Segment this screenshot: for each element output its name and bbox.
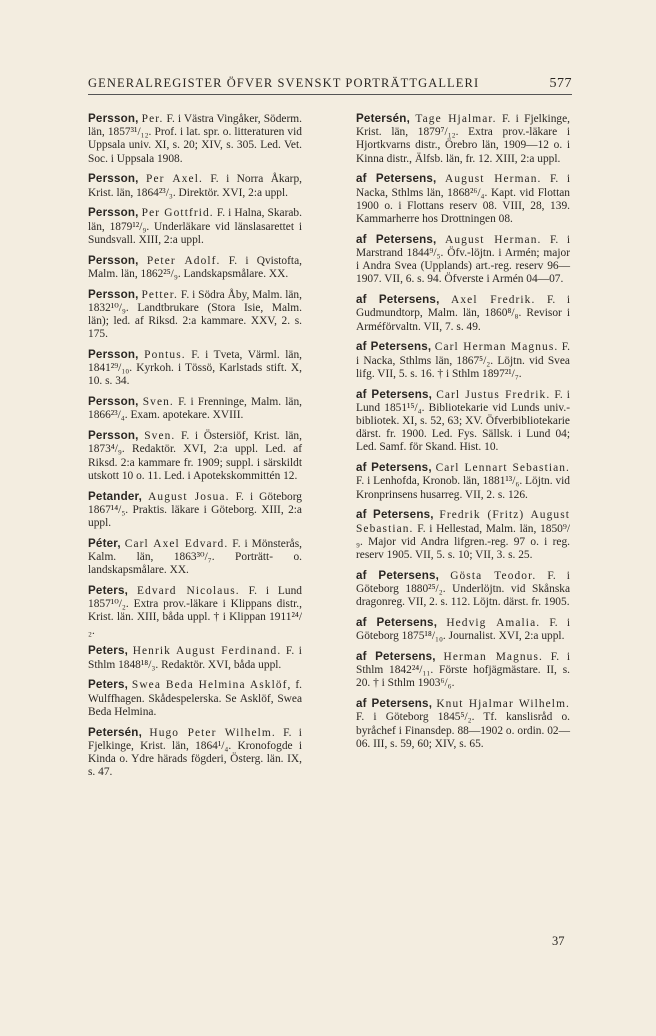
entry-given-names: August Josua. (148, 490, 230, 503)
entry-text: F. i Marstrand 1844⁹/₅. Öfv.-löjtn. i Armén; major i Andra Svea (Upplands) art.-reg. reserv 96—1907. VII, 6. s. 94. Öfverste i Armén 04—07. (356, 233, 570, 286)
left-column (88, 112, 302, 786)
entry-given-names: Carl Axel Edvard. (124, 537, 229, 550)
entry-surname: Petander, (88, 489, 142, 503)
entry-given-names: Peter Adolf. (146, 254, 221, 267)
entry-text: F. i Gudmundtorp, Malm. län, 1860⁸/₈. Revisor i Arméförvaltn. VII, 7. s. 49. (356, 294, 570, 333)
entry-text: F. i Södra Åby, Malm. län, 1832¹⁰/₉. Landtbrukare (Stora Isie, Malm. län); led. af Riksd. 2:a kammare. XXV, 2. s. 175. (88, 288, 302, 341)
register-entry (356, 172, 570, 226)
register-entry (356, 388, 570, 455)
entry-surname: Persson, (88, 206, 139, 220)
register-entry (88, 172, 302, 199)
entry-given-names: Pontus. (144, 349, 186, 362)
entry-text: F. i Nacka, Sthlms län, 1868²⁶/₄. Kapt. vid Flottan 1900 o. i Flottans reserv 08. VIII, 28, 139. Kammarherre hos Drottningen 08. (356, 173, 570, 226)
entry-text: F. i Sthlm 1848¹⁸/₃. Redaktör. XVI, båda uppl. (88, 645, 302, 671)
entry-given-names: Henrik August Ferdinand. (132, 645, 282, 658)
register-entry (356, 340, 570, 381)
register-entry (356, 233, 570, 287)
entry-text: F. i Sthlm 1842²⁴/₁₁. Förste hofjägmästare. II, s. 20. † i Sthlm 1903⁶/₆. (356, 651, 570, 690)
entry-text: F. i Göteborg 1867¹⁴/₅. Praktis. läkare i Göteborg. XIII, 2:a uppl. (88, 490, 302, 530)
entry-text: F. i Tveta, Värml. län, 1841²⁹/₁₀. Kyrkoh. i Tössö, Karlstads stift. X, 10. s. 34. (88, 349, 302, 388)
register-entry (356, 569, 570, 610)
entry-given-names: Gösta Teodor. (450, 569, 537, 582)
entry-text: F. i Lund 1851¹⁵/₄. Bibliotekarie vid Lunds univ.-bibliotek. XI, s. 52, 63; XV. Öfverbibliotekarie därst. fr. 1900. Led. Fys. Sällsk. i Lund 04; Led. Samf. för Skand. Hist. 10. (356, 388, 570, 454)
entry-surname: af Petersens, (356, 172, 437, 186)
entry-given-names: Herman Magnus. (443, 651, 543, 664)
entry-text: F. i Västra Vingåker, Söderm. län, 1857³¹/₁₂. Prof. i lat. spr. o. litteraturen vid Uppsala univ. XI, s. 20; XIV, s. 305. Led. Vet. Soc. i Uppsala 1908. (88, 113, 302, 165)
entry-given-names: Carl Justus Fredrik. (436, 388, 551, 401)
entry-given-names: Per Gottfrid. (141, 207, 214, 220)
entry-surname: Persson, (88, 429, 139, 443)
entry-surname: af Petersens, (356, 616, 438, 630)
entry-surname: Peters, (88, 678, 129, 692)
register-entry (88, 429, 302, 483)
entry-text: F. i Nacka, Sthlms län, 1867⁵/₂. Löjtn. vid Svea lifg. VII, 5. s. 16. † i Sthlm 1897²¹/₇. (356, 341, 570, 380)
entry-given-names: August Herman. (445, 173, 542, 186)
entry-given-names: Hedvig Amalia. (446, 617, 541, 630)
entry-given-names: Fredrik (Fritz) August Sebastian. (356, 509, 570, 535)
register-entry (88, 490, 302, 531)
entry-surname: Persson, (88, 348, 139, 362)
entry-given-names: Sven. (142, 396, 174, 409)
entry-given-names: Petter. (141, 288, 178, 301)
entry-text: F. i Halna, Skarab. län, 1879¹²/₉. Underläkare vid länslasarettet i Sundsvall. XIII, 2:a uppl. (88, 207, 302, 246)
register-entry (88, 288, 302, 342)
entry-given-names: August Herman. (445, 233, 542, 246)
register-entry (356, 650, 570, 691)
entry-surname: af Petersens, (356, 697, 433, 711)
entry-surname: af Petersens, (356, 508, 434, 522)
entry-text: F. i Östersiöf, Krist. län, 1873⁴/₉. Redaktör. XVI, 2:a uppl. Led. af Riksd. 2:a kammare fr. 1909; suppl. i särskildt utskott 10 o. 11. Led. i Apotekskommittén 12. (88, 430, 302, 482)
running-title: GENERALREGISTER ÖFVER SVENSKT PORTRÄTTGALLERI (88, 76, 480, 90)
register-entry (88, 678, 302, 719)
entry-surname: af Petersens, (356, 387, 433, 401)
entry-text: F. i Frenninge, Malm. län, 1866²³/₄. Exam. apotekare. XVIII. (88, 396, 302, 422)
entry-surname: Persson, (88, 172, 139, 186)
entry-given-names: Sven. (144, 430, 176, 443)
entry-surname: Petersén, (356, 112, 411, 125)
entry-text: f. Wulffhagen. Skådespelerska. Se Asklöf, Swea Beda Helmina. (88, 679, 302, 718)
entry-given-names: Hugo Peter Wilhelm. (149, 726, 276, 739)
register-entry (356, 508, 570, 562)
header-rule (88, 94, 572, 95)
entry-given-names: Per Axel. (146, 173, 203, 186)
entry-given-names: Edvard Nicolaus. (137, 585, 240, 598)
register-entry (88, 254, 302, 281)
entry-surname: Persson, (88, 112, 139, 125)
entry-surname: af Petersens, (356, 461, 432, 475)
entry-surname: Peters, (88, 584, 129, 598)
entry-surname: Persson, (88, 253, 139, 267)
entry-given-names: Tage Hjalmar. (415, 113, 497, 125)
entry-text: F. i Qvistofta, Malm. län, 1862²⁵/₉. Landskapsmålare. XX. (88, 254, 302, 280)
register-entry (88, 206, 302, 247)
entry-given-names: Carl Lennart Sebastian. (435, 462, 571, 475)
register-entry (356, 616, 570, 643)
entry-text: F. i Mönsterås, Kalm. län, 1863³⁰/₇. Porträtt- o. landskapsmålare. XX. (88, 537, 302, 577)
entry-surname: Persson, (88, 287, 139, 301)
entry-surname: Peters, (88, 644, 129, 658)
entry-text: F. i Lund 1857¹⁰/₂. Extra prov.-läkare i Klippans distr., Krist. län. XIII, båda uppl. † i Klippan 1911²⁴/₂. (88, 585, 302, 637)
entry-surname: af Petersens, (356, 293, 440, 307)
entry-text: F. i Lenhofda, Kronob. län, 1881¹³/₆. Löjtn. vid Kronprinsens husarreg. VII, 2. s. 126. (356, 475, 570, 501)
sheet-number: 37 (552, 934, 565, 948)
running-head (88, 76, 572, 92)
entry-given-names: Axel Fredrik. (451, 294, 536, 307)
entry-text: F. i Norra Åkarp, Krist. län, 1864²³/₃. Direktör. XVI, 2:a uppl. (88, 173, 303, 199)
entry-surname: af Petersens, (356, 232, 437, 246)
right-column (356, 112, 570, 758)
entry-text: F. i Fjelkinge, Krist. län, 1864¹/₄. Kronofogde i Kinda o. Ydre härads fögderi, Österg. län. IX, s. 47. (88, 726, 302, 779)
entry-surname: af Petersens, (356, 340, 432, 354)
register-entry (356, 461, 570, 502)
register-entry (356, 293, 570, 334)
register-entry (88, 112, 302, 166)
register-entry (356, 697, 570, 751)
entry-text: F. i Hellestad, Malm. län, 1850⁹/₉. Major vid Andra lifgren.-reg. 97 o. i reg. reserv 1905. VII, 5. s. 10; VII, 3. s. 25. (356, 522, 570, 562)
entry-surname: Péter, (88, 536, 121, 550)
entry-surname: af Petersens, (356, 650, 436, 664)
entry-given-names: Swea Beda Helmina Asklöf, (131, 679, 292, 692)
entry-surname: Petersén, (88, 725, 143, 739)
entry-given-names: Carl Herman Magnus. (434, 341, 559, 354)
entry-text: F. i Göteborg 1845⁵/₂. Tf. kanslisråd o. byråchef i Finansdep. 88—1902 o. ordin. 02—06. III, s. 59, 60; XIV, s. 65. (356, 711, 570, 750)
register-entry (88, 726, 302, 780)
register-entry (356, 112, 570, 166)
page-number: 577 (549, 76, 572, 91)
entry-surname: af Petersens, (356, 568, 440, 582)
entry-given-names: Knut Hjalmar Wilhelm. (436, 698, 570, 711)
register-entry (88, 584, 302, 638)
entry-text: F. i Göteborg 1880²⁵/₂. Underlöjtn. vid Skånska dragonreg. VII, 2. s. 112. Löjtn. därst. fr. 1905. (356, 569, 570, 609)
register-entry (88, 537, 302, 578)
register-entry (88, 395, 302, 422)
entry-surname: Persson, (88, 395, 139, 409)
entry-text: F. i Fjelkinge, Krist. län, 1879⁷/₁₂. Extra prov.-läkare i Hjortkvarns distr., Örebro län, 1909—12 o. i Kinna distr., Älfsb. län, fr. 12. XIII, 2:a uppl. (356, 113, 570, 165)
entry-given-names: Per. (141, 113, 164, 125)
register-entry (88, 348, 302, 389)
register-entry (88, 644, 302, 671)
entry-text: F. i Göteborg 1875¹⁸/₁₀. Journalist. XVI, 2:a uppl. (356, 617, 570, 643)
